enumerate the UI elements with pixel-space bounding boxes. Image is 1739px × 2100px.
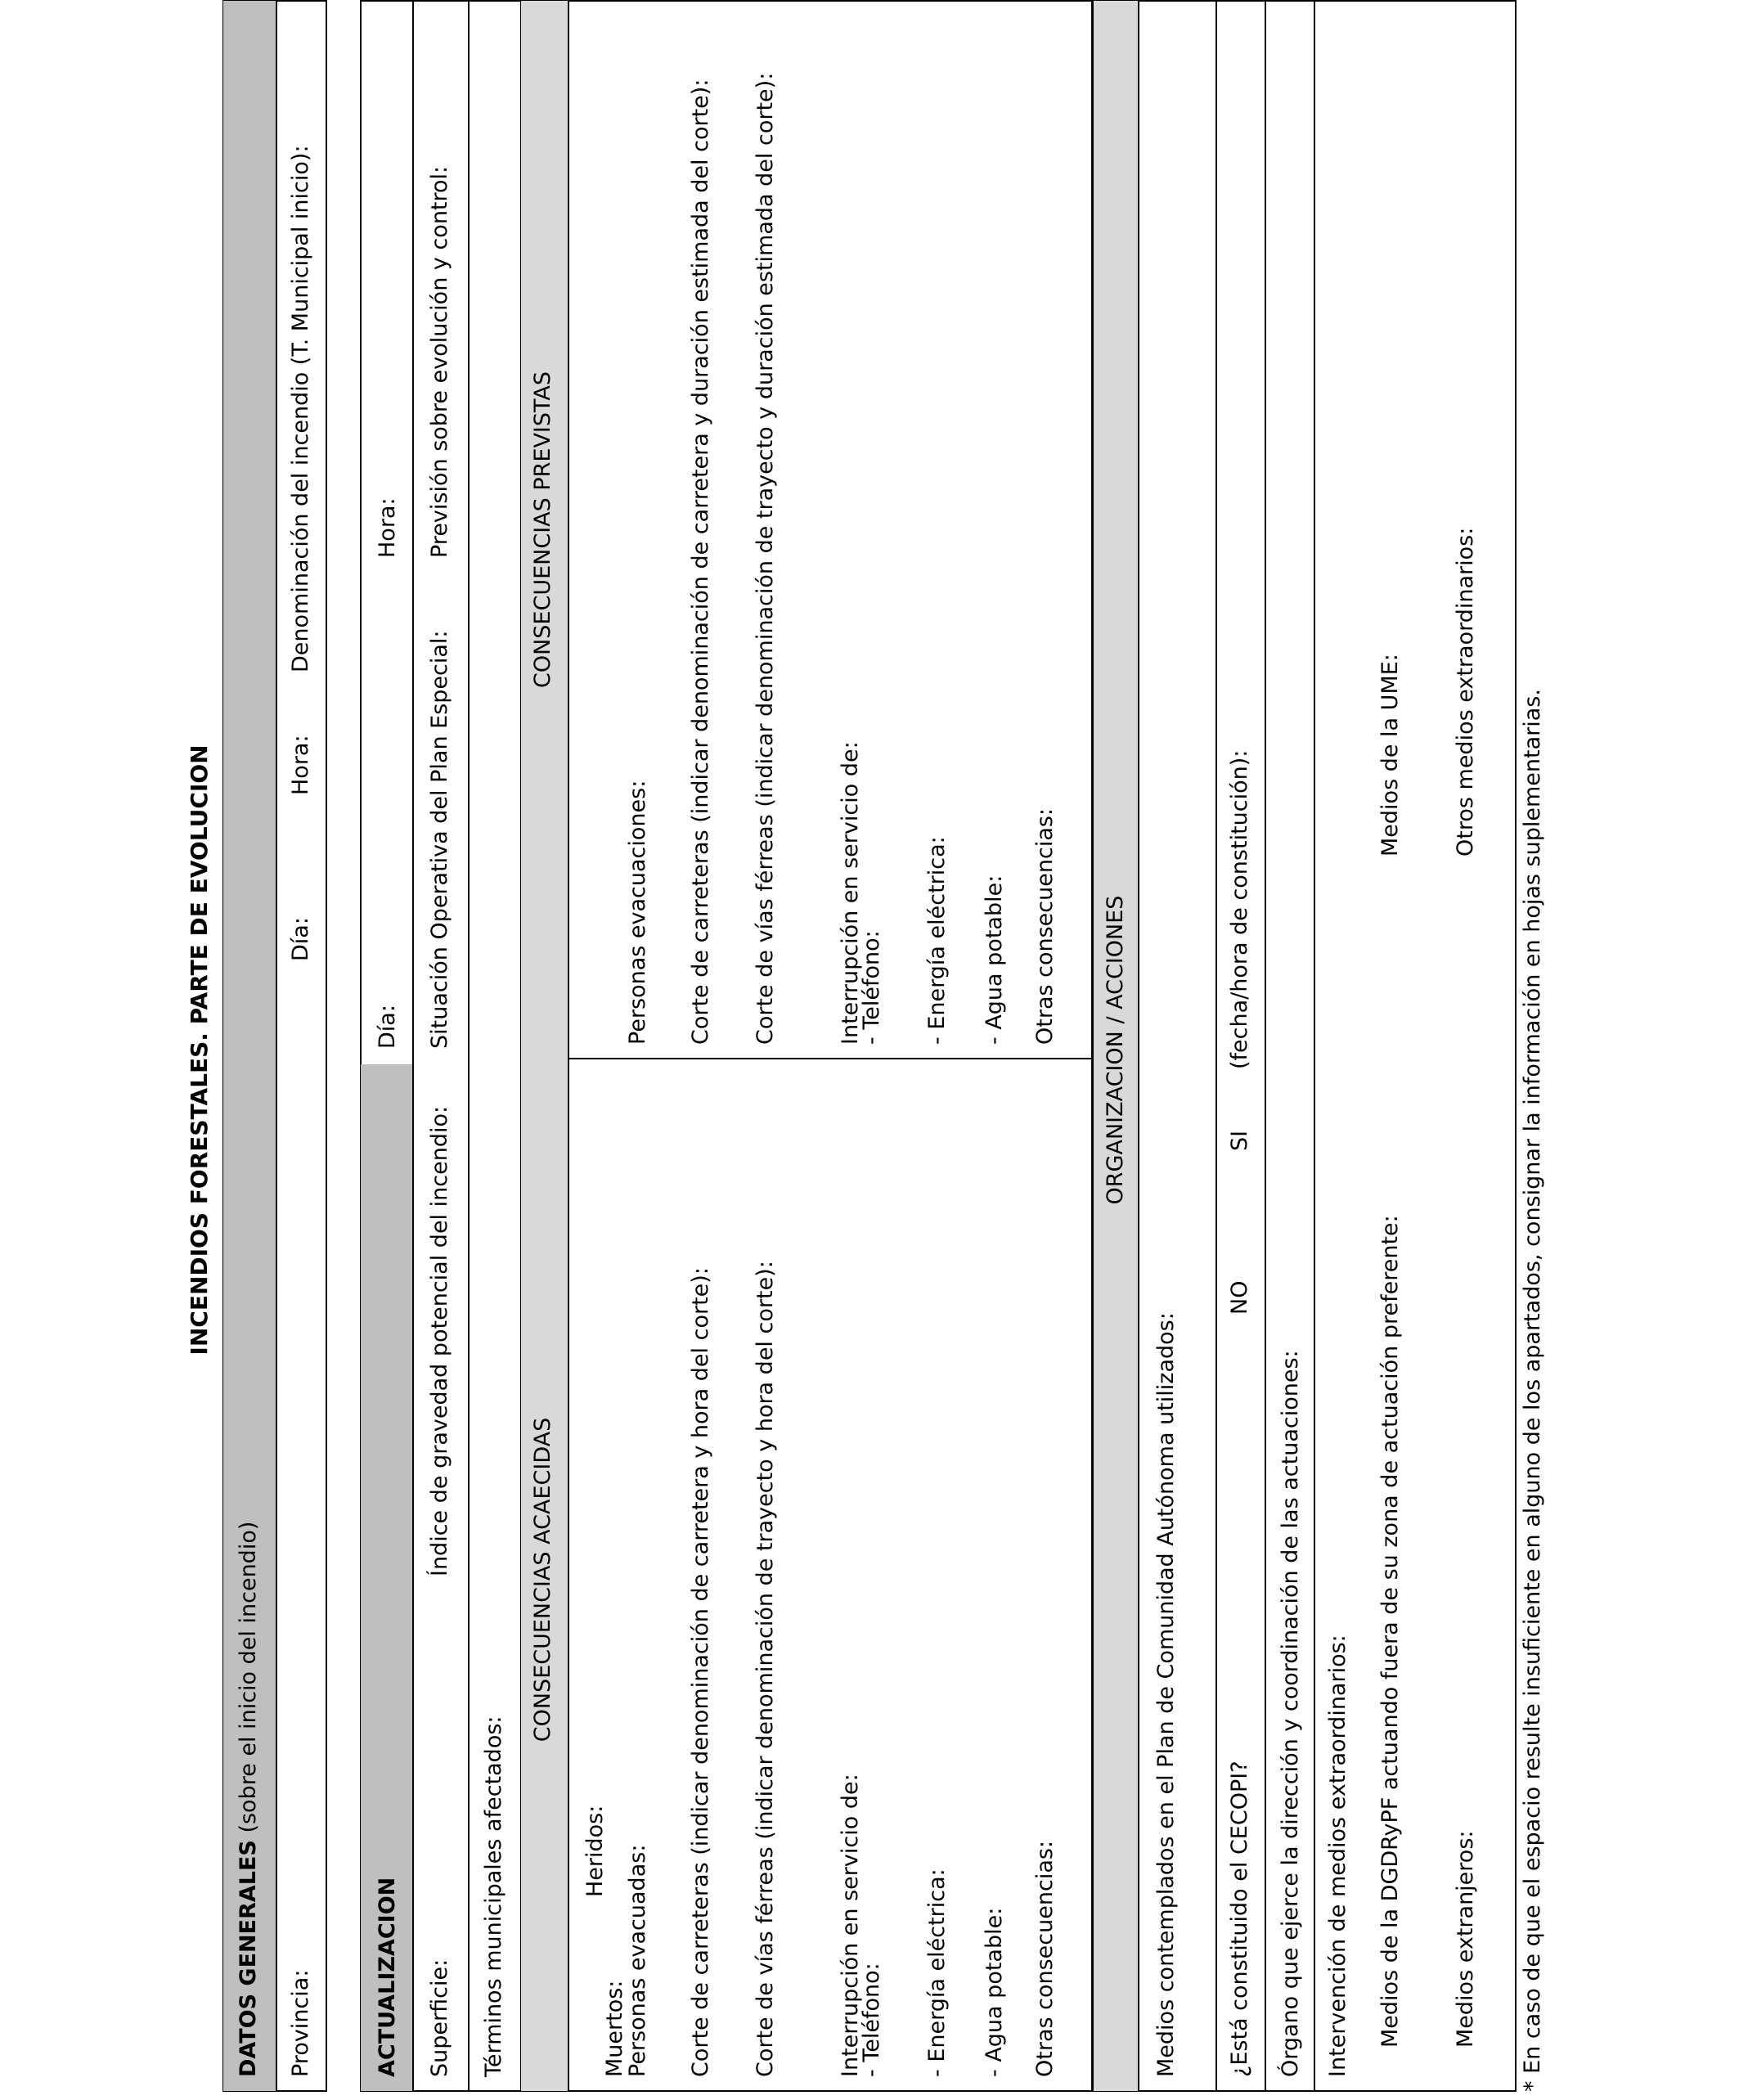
divider [1138, 0, 1139, 2092]
divider [276, 0, 277, 2092]
otras-previstas-label: Otras consecuencias: [1032, 807, 1058, 1045]
medios-extranjeros-label: Medios extranjeros: [1453, 1830, 1478, 2048]
actualizacion-dia-label: Día: [375, 1005, 400, 1049]
organo-direccion-label: Órgano que ejerce la dirección y coordinación de las actuaciones: [1278, 1350, 1303, 2077]
indice-gravedad-label: Índice de gravedad potencial del incendio: [427, 1105, 452, 1576]
terminos-municipales-label: Términos municipales afectados: [481, 1716, 506, 2077]
actualizacion-hora-label: Hora: [375, 497, 400, 558]
consecuencias-previstas-header: CONSECUENCIAS PREVISTAS [530, 371, 555, 689]
energia-acaecidas-label: - Energía eléctrica: [924, 1868, 950, 2077]
corte-carreteras-acaecidas-label: Corte de carreteras (indicar denominación de carretera y hora del corte): [688, 1267, 713, 2077]
personas-evacuadas-label: Personas evacuadas: [625, 1844, 650, 2077]
corte-carreteras-previstas-label: Corte de carreteras (indicar denominación de carretera y duración estimada del corte): [688, 79, 713, 1045]
consecuencias-section [520, 0, 1093, 2092]
page-title: INCENDIOS FORESTALES. PARTE DE EVOLUCION [186, 744, 213, 1356]
otros-medios-label: Otros medios extraordinarios: [1453, 527, 1478, 857]
cecopi-label: ¿Está constituido el CECOPI? [1227, 1760, 1252, 2077]
medios-dgdrypf-label: Medios de la DGDRyPF actuando fuera de su zona de actuación preferente: [1377, 1215, 1403, 2048]
datos-generales-header [236, 1522, 262, 2077]
divider [412, 0, 414, 2092]
otras-acaecidas-label: Otras consecuencias: [1032, 1840, 1058, 2077]
telefono-previstas-label: - Teléfono: [859, 930, 884, 1045]
datos-generales-note: (sobre el inicio del incendio) [236, 1521, 261, 1841]
prevision-label: Previsión sobre evolución y control: [427, 165, 452, 558]
organizacion-header: ORGANIZACION / ACCIONES [1103, 895, 1128, 1205]
divider [1216, 0, 1217, 2092]
superficie-label: Superficie: [427, 1958, 452, 2077]
telefono-acaecidas-label: - Teléfono: [859, 1963, 884, 2077]
consecuencias-acaecidas-header: CONSECUENCIAS ACAECIDAS [530, 1417, 555, 1743]
actualizacion-header: ACTUALIZACION [375, 1877, 400, 2077]
heridos-label: Heridos: [582, 1805, 608, 1897]
cecopi-si-option: SI [1227, 1130, 1252, 1151]
cecopi-no-option: NO [1227, 1280, 1252, 1315]
divider [468, 0, 470, 2092]
dia-label: Día: [288, 917, 313, 961]
footnote: * En caso de que el espacio resulte insuficiente en alguno de los apartados, consignar la información en hojas suplementarias. [1520, 689, 1545, 2092]
divider [568, 0, 569, 2092]
fecha-hora-constitucion-label: (fecha/hora de constitución): [1227, 749, 1252, 1069]
medios-plan-label: Medios contemplados en el Plan de Comunidad Autónoma utilizados: [1153, 1312, 1179, 2077]
denominacion-label: Denominación del incendio (T. Municipal inicio): [288, 145, 313, 672]
interrupcion-previstas-label: Interrupción en servicio de: [838, 741, 863, 1045]
column-divider [568, 1058, 1093, 1059]
personas-evacuaciones-label: Personas evacuaciones: [625, 780, 650, 1045]
intervencion-medios-label: Intervención de medios extraordinarios: [1325, 1635, 1350, 2077]
divider [1265, 0, 1266, 2092]
agua-previstas-label: - Agua potable: [982, 875, 1007, 1045]
hora-label: Hora: [288, 735, 313, 795]
interrupcion-acaecidas-label: Interrupción en servicio de: [838, 1774, 863, 2077]
provincia-label: Provincia: [288, 1969, 313, 2077]
divider [1314, 0, 1315, 2092]
muertos-label: Muertos: [602, 1980, 627, 2077]
corte-vias-previstas-label: Corte de vías férreas (indicar denominación de trayecto y duración estimada del corte): [753, 72, 778, 1045]
situacion-operativa-label: Situación Operativa del Plan Especial: [427, 630, 452, 1049]
medios-ume-label: Medios de la UME: [1377, 654, 1403, 857]
corte-vias-acaecidas-label: Corte de vías férreas (indicar denominación de trayecto y hora del corte): [753, 1261, 778, 2077]
energia-previstas-label: - Energía eléctrica: [924, 836, 950, 1045]
agua-acaecidas-label: - Agua potable: [982, 1907, 1007, 2077]
datos-generales-title: DATOS GENERALES [236, 1840, 261, 2077]
